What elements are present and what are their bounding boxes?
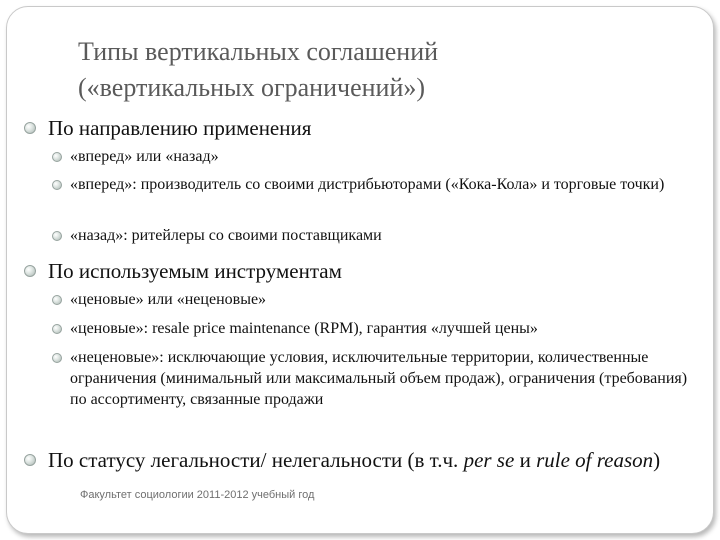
title-line-1: Типы вертикальных соглашений	[78, 37, 439, 66]
bullet-icon	[52, 295, 62, 305]
list-item: «ценовые»: resale price maintenance (RPM), гарантия «лучшей цены»	[70, 320, 538, 337]
slide-title	[78, 34, 678, 106]
section-heading-direction: По направлению применения	[48, 116, 312, 140]
section-heading-instruments: По используемым инструментам	[48, 259, 342, 283]
heading-text: По статусу легальности/ нелегальности (в т.ч.	[48, 448, 464, 472]
heading-text: и	[514, 448, 537, 472]
list-item: «назад»: ритейлеры со своими поставщиками	[70, 227, 382, 244]
section-heading-legality	[48, 447, 688, 473]
bullet-icon	[24, 454, 36, 466]
bullet-icon	[24, 122, 36, 134]
list-item: «неценовые»: исключающие условия, исключительные территории, количественные ограничения (минимальный или максимальный объем продаж), ограничения (требования) по ассортименту, связанные продажи	[70, 349, 688, 408]
list-item: «вперед»: производитель со своими дистрибьюторами («Кока-Кола» и торговые точки)	[70, 176, 665, 193]
heading-text: )	[653, 448, 661, 472]
bullet-icon	[24, 265, 36, 277]
heading-term-rule-of-reason: rule of reason	[536, 448, 654, 472]
title-line-2: («вертикальных ограничений»)	[78, 73, 426, 102]
bullet-icon	[52, 353, 62, 363]
bullet-icon	[52, 180, 62, 190]
heading-term-per-se: per se	[463, 448, 515, 472]
slide-footer: Факультет социологии 2011-2012 учебный год	[80, 489, 315, 501]
bullet-icon	[52, 152, 62, 162]
bullet-icon	[52, 231, 62, 241]
bullet-icon	[52, 324, 62, 334]
list-item: «вперед» или «назад»	[70, 148, 219, 165]
list-item: «ценовые» или «неценовые»	[70, 291, 267, 308]
